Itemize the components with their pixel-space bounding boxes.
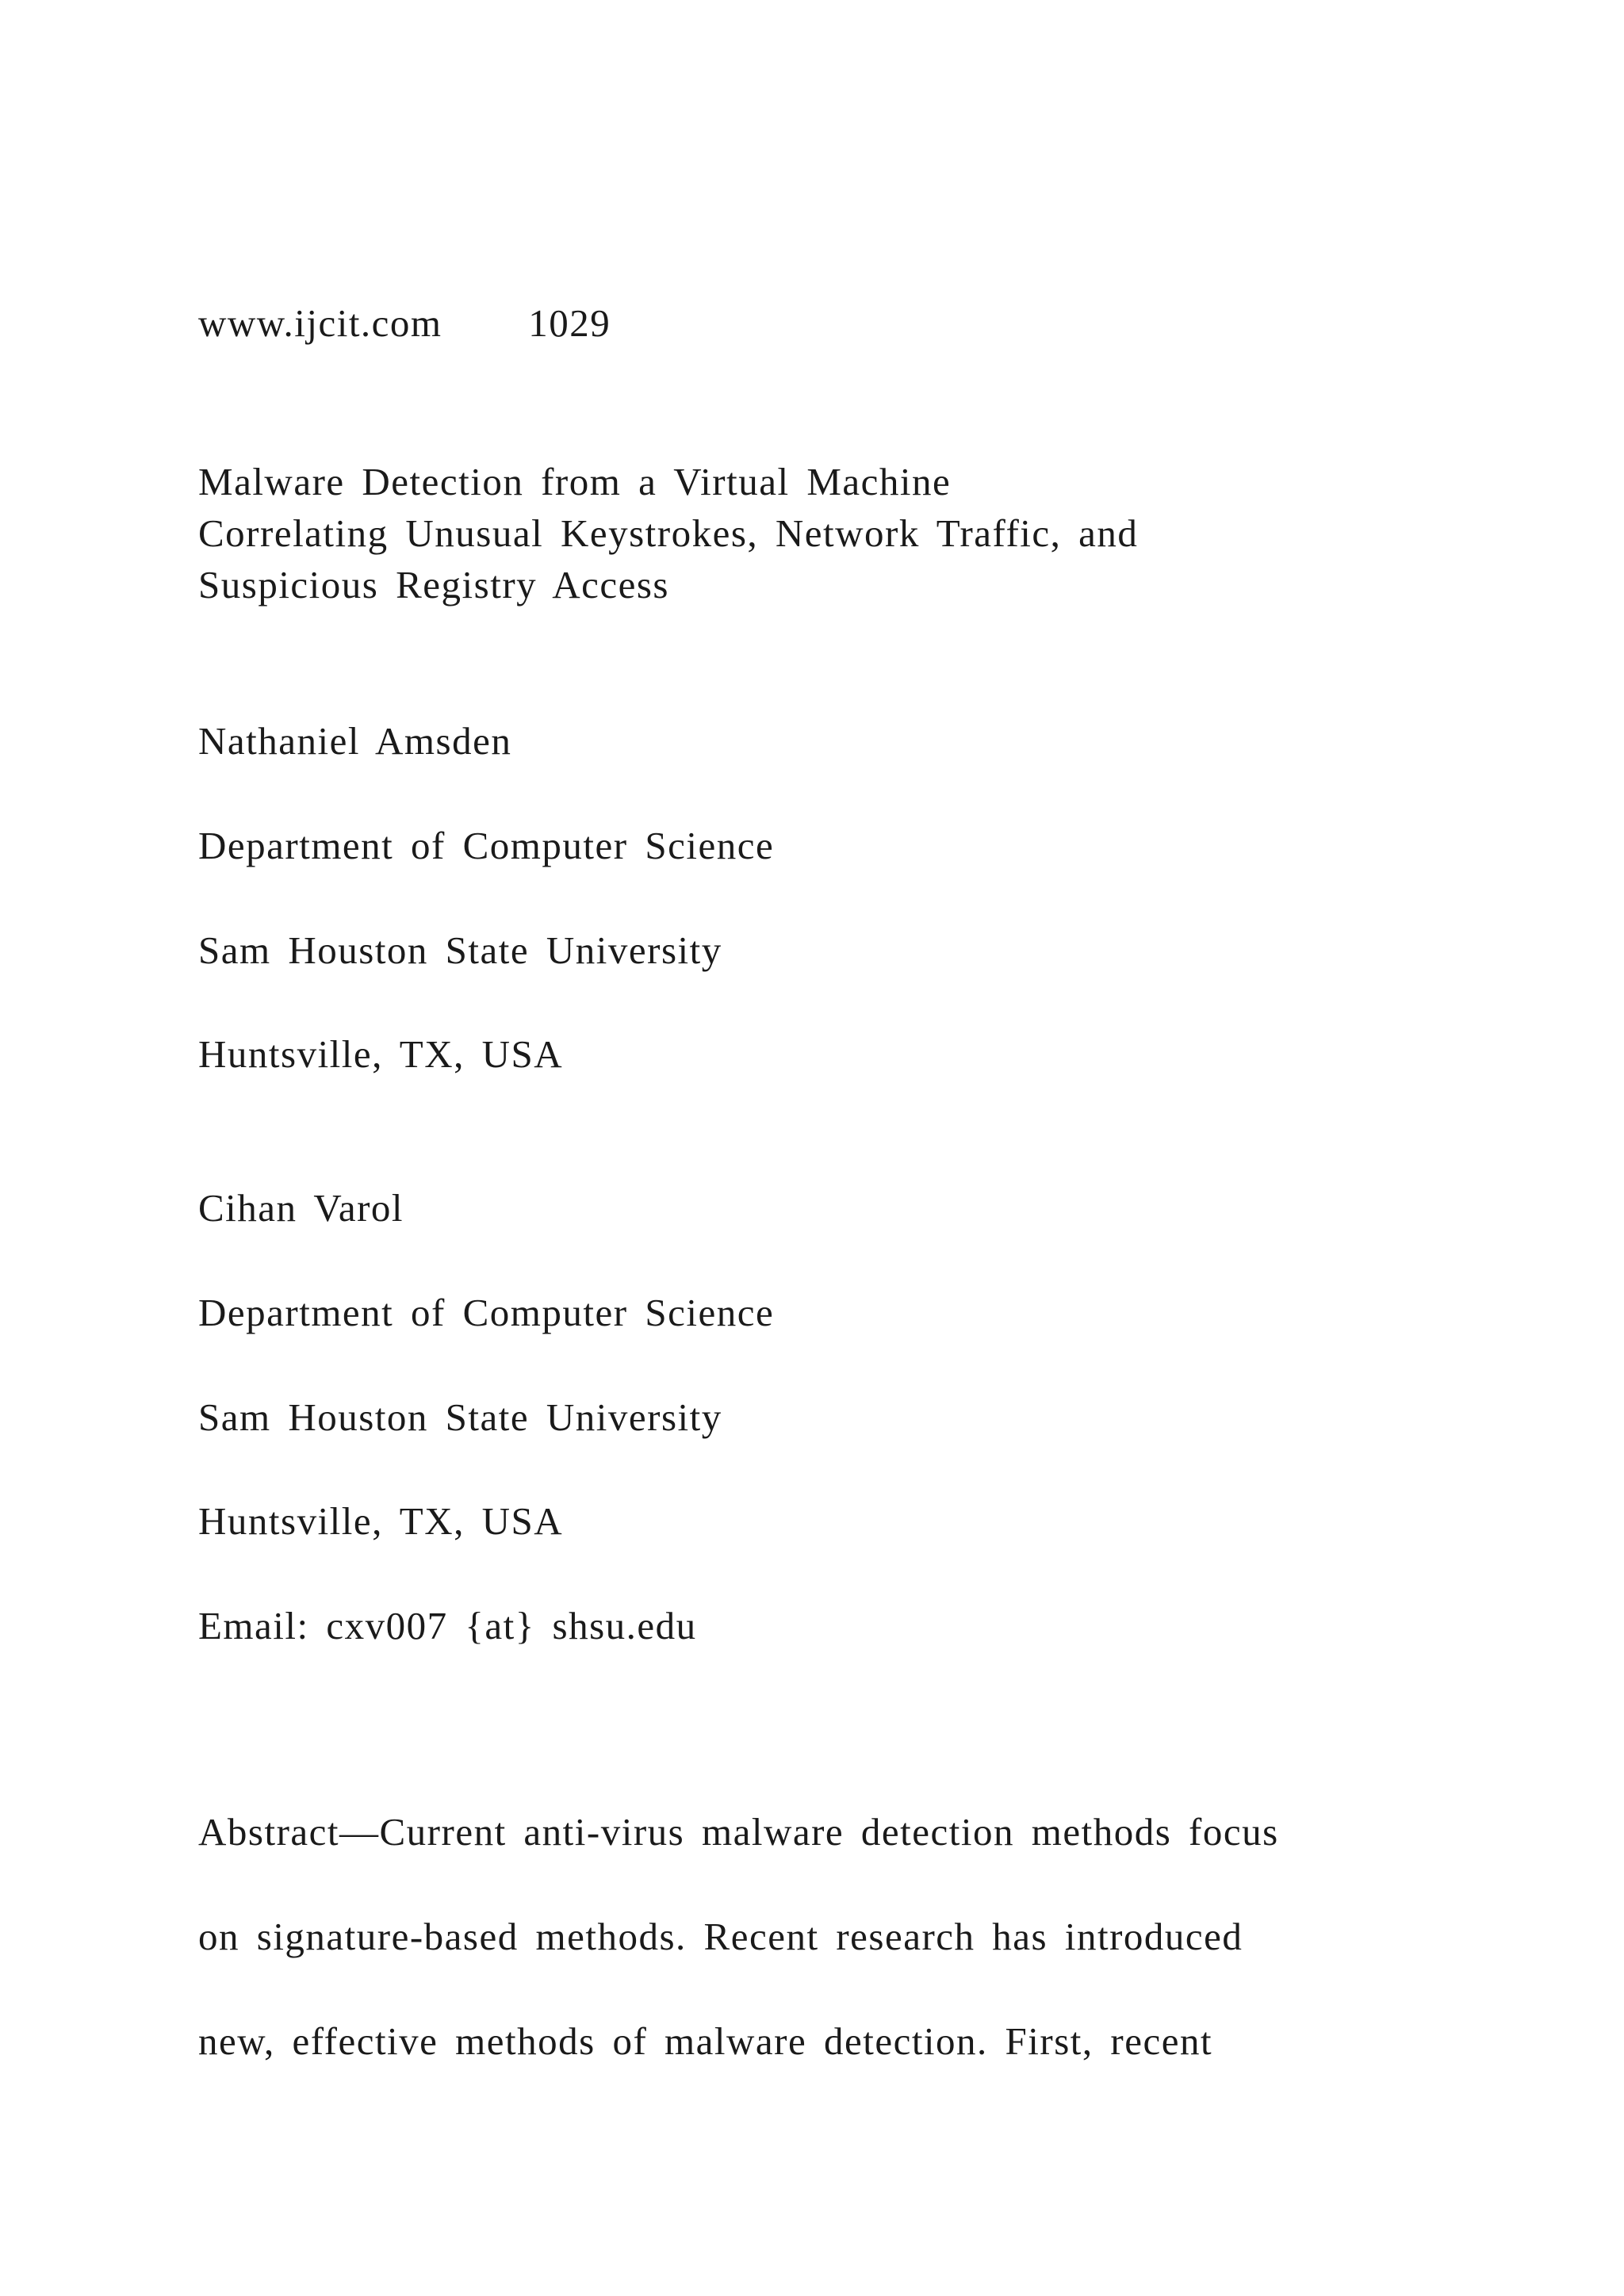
abstract-line: Abstract—Current anti-virus malware detection methods focus [198,1810,1279,1854]
author-location: Huntsville, TX, USA [198,1499,564,1543]
author-university: Sam Houston State University [198,928,722,972]
author-department: Department of Computer Science [198,1291,775,1334]
journal-site: www.ijcit.com [198,301,442,345]
author-email: Email: cxv007 {at} shsu.edu [198,1604,697,1647]
title-line-2: Correlating Unusual Keystrokes, Network Traffic, and [198,511,1139,555]
title-line-1: Malware Detection from a Virtual Machine [198,460,952,503]
author-name: Cihan Varol [198,1186,404,1230]
title-line-3: Suspicious Registry Access [198,563,669,607]
abstract-line: on signature-based methods. Recent research has introduced [198,1915,1243,1958]
author-department: Department of Computer Science [198,824,775,867]
page-number: 1029 [528,301,611,345]
author-name: Nathaniel Amsden [198,719,512,763]
author-location: Huntsville, TX, USA [198,1032,564,1076]
page-header [198,300,611,347]
author-university: Sam Houston State University [198,1395,722,1439]
header-spacer [442,301,529,345]
abstract-line: new, effective methods of malware detection. First, recent [198,2019,1213,2063]
